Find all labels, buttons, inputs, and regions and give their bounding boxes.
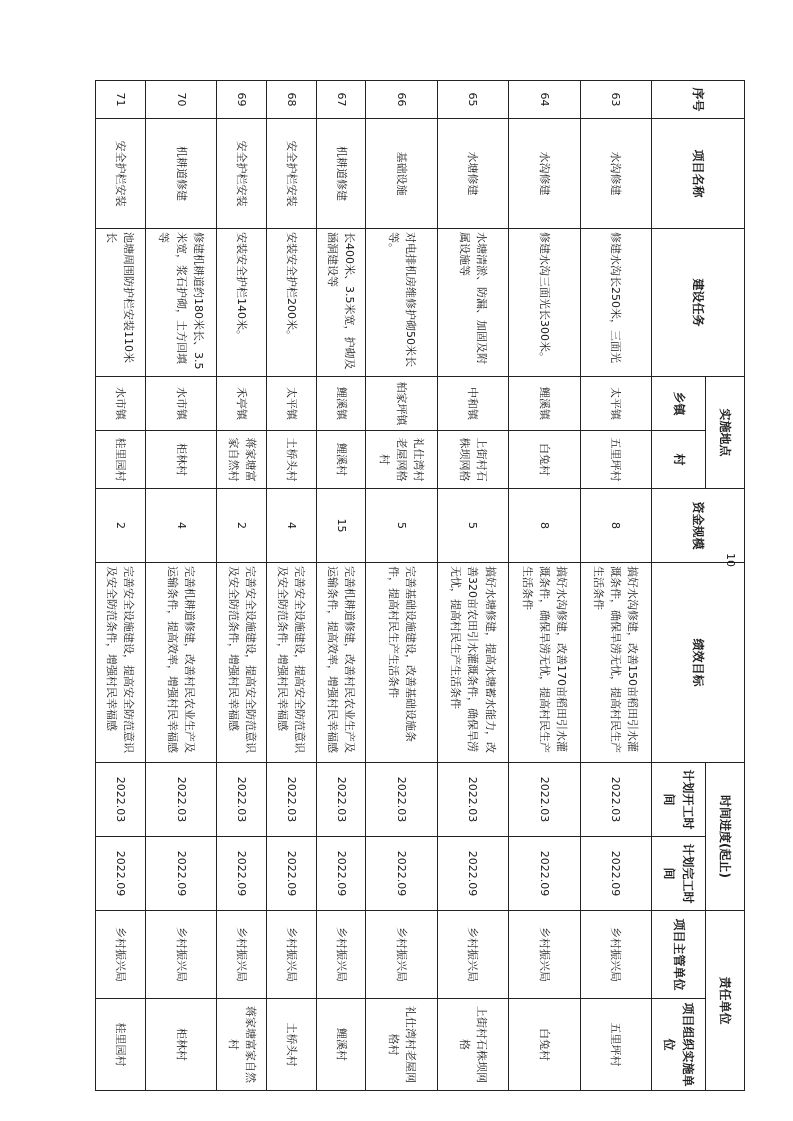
table-row xyxy=(509,81,580,1091)
cell-start: 2022.03 xyxy=(366,763,437,837)
page-number: 10 xyxy=(724,553,737,567)
cell-dept: 乡村振兴局 xyxy=(145,911,216,999)
table-row xyxy=(580,81,651,1091)
cell-start: 2022.03 xyxy=(316,763,366,837)
header-task: 建设任务 xyxy=(651,229,744,377)
cell-seq: 67 xyxy=(316,81,366,119)
cell-name: 安全护栏安装 xyxy=(217,119,267,229)
table-row xyxy=(316,81,366,1091)
cell-dept: 乡村振兴局 xyxy=(316,911,366,999)
cell-funds: 2 xyxy=(217,489,267,563)
cell-goal: 搞好水沟修建，改善170亩稻田引水灌溉条件，确保旱涝无忧，提高村民生产生活条件 xyxy=(509,563,580,763)
cell-goal: 完善基础设施建设，改善基础设施条件，提高村民生产生活条件 xyxy=(366,563,437,763)
cell-dept: 乡村振兴局 xyxy=(266,911,316,999)
cell-start: 2022.03 xyxy=(509,763,580,837)
cell-name: 水塘修建 xyxy=(437,119,508,229)
cell-town: 太平镇 xyxy=(266,377,316,431)
cell-village: 土桥头村 xyxy=(266,431,316,489)
cell-end: 2022.09 xyxy=(437,837,508,911)
cell-funds: 8 xyxy=(580,489,651,563)
cell-goal: 完善安全设施建设，提高安全防范意识及安全防范条件，增强村民幸福感 xyxy=(217,563,267,763)
table-row xyxy=(366,81,437,1091)
header-responsibility: 责任单位 xyxy=(705,911,744,1091)
cell-funds: 4 xyxy=(145,489,216,563)
cell-start: 2022.03 xyxy=(580,763,651,837)
cell-start: 2022.03 xyxy=(217,763,267,837)
cell-task: 修建机耕道约180米长、3.5米宽，浆石护砌，土方回填等 xyxy=(145,229,216,377)
table-row xyxy=(217,81,267,1091)
header-end: 计划完工时间 xyxy=(651,837,705,911)
cell-org: 柜林村 xyxy=(145,999,216,1091)
cell-funds: 5 xyxy=(437,489,508,563)
cell-village: 桂里园村 xyxy=(96,431,146,489)
cell-funds: 5 xyxy=(366,489,437,563)
cell-org: 五里坪村 xyxy=(580,999,651,1091)
header-seq: 序号 xyxy=(651,81,744,119)
cell-end: 2022.09 xyxy=(145,837,216,911)
cell-name: 安全护栏安装 xyxy=(96,119,146,229)
cell-funds: 15 xyxy=(316,489,366,563)
table-row xyxy=(145,81,216,1091)
cell-start: 2022.03 xyxy=(145,763,216,837)
header-village: 村 xyxy=(651,431,705,489)
header-dept: 项目主管单位 xyxy=(651,911,705,999)
cell-end: 2022.09 xyxy=(509,837,580,911)
cell-task: 安装安全护栏140米。 xyxy=(217,229,267,377)
cell-goal: 完善安全设施建设，提高安全防范意识及安全防范条件，增强村民幸福感 xyxy=(266,563,316,763)
cell-town: 禾亭镇 xyxy=(217,377,267,431)
cell-funds: 4 xyxy=(266,489,316,563)
cell-town: 鲤溪镇 xyxy=(316,377,366,431)
cell-town: 鲤溪镇 xyxy=(509,377,580,431)
cell-org: 白兔村 xyxy=(509,999,580,1091)
cell-end: 2022.09 xyxy=(217,837,267,911)
cell-end: 2022.09 xyxy=(580,837,651,911)
cell-goal: 完善机耕道修建，改善村民农业生产及运输条件，提高效率，增强村民幸福感 xyxy=(316,563,366,763)
cell-org: 鲤溪村 xyxy=(316,999,366,1091)
cell-seq: 66 xyxy=(366,81,437,119)
cell-dept: 乡村振兴局 xyxy=(437,911,508,999)
cell-dept: 乡村振兴局 xyxy=(366,911,437,999)
cell-town: 中和镇 xyxy=(437,377,508,431)
rotated-table-container xyxy=(95,80,745,1090)
cell-town: 水市镇 xyxy=(145,377,216,431)
cell-seq: 69 xyxy=(217,81,267,119)
cell-dept: 乡村振兴局 xyxy=(509,911,580,999)
cell-end: 2022.09 xyxy=(266,837,316,911)
table-row xyxy=(437,81,508,1091)
cell-task: 安装安全护栏200米。 xyxy=(266,229,316,377)
cell-task: 对电排机房维修护砌50米长等。 xyxy=(366,229,437,377)
header-town: 乡镇 xyxy=(651,377,705,431)
cell-task: 修建水沟三面光长300米。 xyxy=(509,229,580,377)
cell-task: 水塘清淤、防漏、加固及附属设施等 xyxy=(437,229,508,377)
header-name: 项目名称 xyxy=(651,119,744,229)
cell-name: 水沟修建 xyxy=(580,119,651,229)
cell-dept: 乡村振兴局 xyxy=(580,911,651,999)
header-funds: 资金规模 xyxy=(651,489,744,563)
header-location: 实施地点 xyxy=(705,377,744,489)
cell-village: 蒋家塘富家自然村 xyxy=(217,431,267,489)
cell-task: 长400米、3.5米宽，护砌及涵洞建设等 xyxy=(316,229,366,377)
header-row-group xyxy=(705,81,744,1091)
cell-seq: 71 xyxy=(96,81,146,119)
cell-village: 五里坪村 xyxy=(580,431,651,489)
cell-funds: 2 xyxy=(96,489,146,563)
cell-org: 土桥头村 xyxy=(266,999,316,1091)
header-start: 计划开工时间 xyxy=(651,763,705,837)
cell-seq: 63 xyxy=(580,81,651,119)
cell-start: 2022.03 xyxy=(266,763,316,837)
cell-town: 柏家坪镇 xyxy=(366,377,437,431)
cell-village: 柜林村 xyxy=(145,431,216,489)
cell-seq: 65 xyxy=(437,81,508,119)
cell-org: 上街村石株坝网格 xyxy=(437,999,508,1091)
cell-end: 2022.09 xyxy=(96,837,146,911)
cell-funds: 8 xyxy=(509,489,580,563)
cell-end: 2022.09 xyxy=(316,837,366,911)
cell-seq: 68 xyxy=(266,81,316,119)
header-org: 项目组织实施单位 xyxy=(651,999,705,1091)
cell-goal: 搞好水塘修建，提高水塘蓄水能力，改善320亩农田引水灌溉条件，确保旱涝无忧，提高村民生产生活条件 xyxy=(437,563,508,763)
header-schedule: 时间进度(起止) xyxy=(705,763,744,911)
cell-org: 桂里园村 xyxy=(96,999,146,1091)
cell-task: 池塘周围防护栏安装110米长 xyxy=(96,229,146,377)
cell-village: 白兔村 xyxy=(509,431,580,489)
cell-org: 蒋家塘富家自然村 xyxy=(217,999,267,1091)
cell-village: 上街村石株坝网格 xyxy=(437,431,508,489)
cell-org: 礼仕湾村老屋网格村 xyxy=(366,999,437,1091)
cell-task: 修建水沟长250米，三面光 xyxy=(580,229,651,377)
cell-town: 太平镇 xyxy=(580,377,651,431)
table-row xyxy=(96,81,146,1091)
cell-name: 水沟修建 xyxy=(509,119,580,229)
cell-dept: 乡村振兴局 xyxy=(217,911,267,999)
cell-seq: 64 xyxy=(509,81,580,119)
cell-start: 2022.03 xyxy=(96,763,146,837)
cell-dept: 乡村振兴局 xyxy=(96,911,146,999)
cell-name: 安全护栏安装 xyxy=(266,119,316,229)
project-table xyxy=(95,80,745,1091)
header-goal: 绩效目标 xyxy=(651,563,744,763)
cell-goal: 完善安全设施建设，提高安全防范意识及安全防范条件，增强村民幸福感 xyxy=(96,563,146,763)
cell-start: 2022.03 xyxy=(437,763,508,837)
table-row xyxy=(266,81,316,1091)
cell-goal: 搞好水沟修建，改善150亩稻田引水灌溉条件，确保旱涝无忧，提高村民生产生活条件 xyxy=(580,563,651,763)
table-body xyxy=(96,81,652,1091)
cell-village: 鲤溪村 xyxy=(316,431,366,489)
cell-name: 基础设施 xyxy=(366,119,437,229)
cell-name: 机耕道修建 xyxy=(316,119,366,229)
cell-name: 机耕道修建 xyxy=(145,119,216,229)
cell-goal: 完善机耕道修建，改善村民农业生产及运输条件，提高效率，增强村民幸福感 xyxy=(145,563,216,763)
cell-town: 水市镇 xyxy=(96,377,146,431)
cell-seq: 70 xyxy=(145,81,216,119)
cell-end: 2022.09 xyxy=(366,837,437,911)
cell-village: 礼仕湾村老屋网格村 xyxy=(366,431,437,489)
